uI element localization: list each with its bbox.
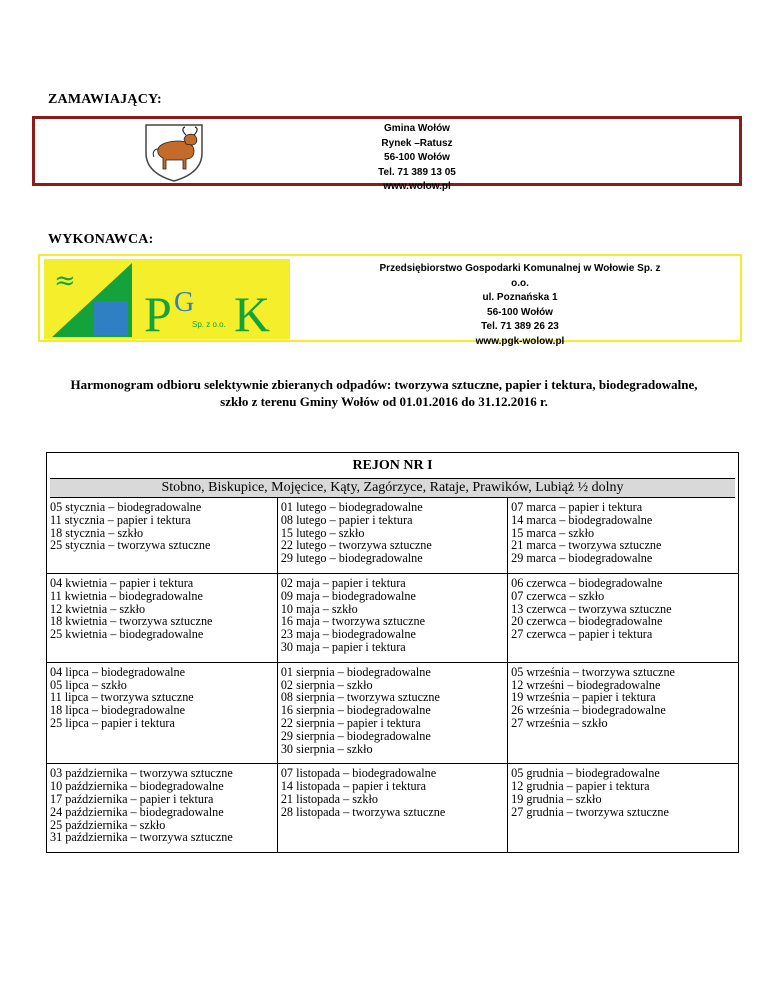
- table-row: [47, 662, 738, 764]
- collection-entry: 01 sierpnia – biodegradowalne: [280, 664, 431, 679]
- client-box: [32, 116, 742, 192]
- client-phone: Tel. 71 389 13 05: [378, 166, 456, 178]
- collection-entry: 21 marca – tworzywa sztuczne: [511, 538, 662, 553]
- region-title: REJON NR I: [352, 458, 433, 473]
- collection-entry: 19 września – papier i tektura: [511, 690, 656, 705]
- collection-entry: 24 października – biodegradowalne: [50, 804, 224, 819]
- contractor-website: www.pgk-wolow.pl: [475, 335, 565, 347]
- collection-entry: 06 czerwca – biodegradowalne: [511, 575, 663, 590]
- collection-entry: 12 wrześni – biodegradowalne: [511, 677, 661, 692]
- client-website: www.wolow.pl: [383, 181, 451, 192]
- contractor-box: [38, 254, 742, 347]
- collection-entry: 29 lutego – biodegradowalne: [280, 551, 423, 566]
- month-cell: [47, 764, 277, 852]
- pgk-logo: [44, 259, 290, 339]
- collection-entry: 19 grudnia – szkło: [511, 791, 602, 806]
- collection-entry: 25 października – szkło: [50, 817, 166, 832]
- logo-letter-k: K: [234, 286, 271, 339]
- month-cell: [508, 764, 738, 852]
- collection-entry: 18 stycznia – szkło: [50, 525, 144, 540]
- collection-entry: 16 sierpnia – biodegradowalne: [280, 703, 431, 718]
- collection-entry: 21 listopada – szkło: [280, 791, 378, 806]
- client-street: Rynek –Ratusz: [381, 137, 453, 149]
- collection-entry: 14 marca – biodegradowalne: [511, 512, 653, 527]
- collection-entry: 05 stycznia – biodegradowalne: [50, 500, 202, 514]
- collection-entry: 05 lipca – szkło: [50, 677, 127, 692]
- logo-letter-g: G: [174, 287, 195, 318]
- collection-entry: 25 kwietnia – biodegradowalne: [50, 627, 204, 642]
- collection-entry: 07 listopada – biodegradowalne: [280, 766, 437, 781]
- collection-entry: 25 stycznia – tworzywa sztuczne: [50, 538, 211, 553]
- collection-entry: 11 lipca – tworzywa sztuczne: [50, 690, 194, 705]
- collection-entry: 12 grudnia – papier i tektura: [511, 779, 650, 794]
- contractor-label: WYKONAWCA:: [48, 232, 154, 247]
- contractor-name: Przedsiębiorstwo Gospodarki Komunalnej w Wołowie Sp. z o.o.: [379, 263, 661, 289]
- region-villages: Stobno, Biskupice, Mojęcice, Kąty, Zagórzyce, Rataje, Prawików, Lubiąż ½ dolny: [50, 478, 735, 498]
- collection-entry: 26 września – biodegradowalne: [511, 703, 666, 718]
- collection-entry: 14 listopada – papier i tektura: [280, 779, 427, 794]
- month-cell: [47, 498, 277, 573]
- collection-entry: 30 maja – papier i tektura: [280, 639, 406, 654]
- collection-entry: 29 sierpnia – biodegradowalne: [280, 728, 431, 743]
- logo-wave: ≈: [54, 266, 76, 296]
- collection-entry: 10 maja – szkło: [280, 601, 358, 616]
- month-cell: [277, 764, 507, 852]
- collection-entry: 18 kwietnia – tworzywa sztuczne: [50, 614, 213, 629]
- logo-subtitle: Sp. z o.o.: [192, 320, 226, 329]
- collection-entry: 01 lutego – biodegradowalne: [280, 500, 423, 514]
- collection-entry: 08 lutego – papier i tektura: [280, 512, 413, 527]
- collection-entry: 05 września – tworzywa sztuczne: [511, 664, 675, 679]
- collection-entry: 23 maja – biodegradowalne: [280, 627, 416, 642]
- collection-entry: 17 października – papier i tektura: [50, 791, 214, 806]
- collection-entry: 04 kwietnia – papier i tektura: [50, 575, 194, 590]
- schedule-table: [46, 452, 739, 853]
- month-cell: [508, 498, 738, 573]
- table-row: [47, 764, 738, 852]
- collection-entry: 31 października – tworzywa sztuczne: [50, 830, 233, 845]
- collection-entry: 08 sierpnia – tworzywa sztuczne: [280, 690, 440, 705]
- collection-entry: 07 czerwca – szkło: [511, 588, 605, 603]
- collection-entry: 25 lipca – papier i tektura: [50, 715, 175, 730]
- table-row: [47, 498, 738, 573]
- collection-entry: 30 sierpnia – szkło: [280, 741, 373, 756]
- client-city: 56-100 Wołów: [384, 152, 450, 163]
- collection-entry: 02 maja – papier i tektura: [280, 575, 406, 590]
- collection-entry: 16 maja – tworzywa sztuczne: [280, 614, 425, 629]
- month-cell: [508, 662, 738, 764]
- collection-entry: 04 lipca – biodegradowalne: [50, 664, 186, 679]
- month-cell: [47, 573, 277, 662]
- contractor-street: ul. Poznańska 1: [482, 292, 558, 303]
- collection-entry: 22 sierpnia – papier i tektura: [280, 715, 421, 730]
- collection-entry: 05 grudnia – biodegradowalne: [511, 766, 660, 781]
- collection-entry: 15 marca – szkło: [511, 525, 595, 540]
- collection-entry: 27 grudnia – tworzywa sztuczne: [511, 804, 669, 819]
- collection-entry: 27 czerwca – papier i tektura: [511, 627, 653, 642]
- client-label: ZAMAWIAJĄCY:: [48, 92, 162, 107]
- contractor-address: [370, 262, 670, 349]
- schedule-headline: Harmonogram odbioru selektywnie zbieranych odpadów: tworzywa sztuczne, papier i tektura, biodegradowalne, szkło z terenu Gminy Wołów od 01.01.2016 do 31.12.2016 r.: [70, 377, 698, 409]
- collection-entry: 12 kwietnia – szkło: [50, 601, 146, 616]
- month-cell: [277, 498, 507, 573]
- collection-entry: 13 czerwca – tworzywa sztuczne: [511, 601, 672, 616]
- collection-entry: 27 września – szkło: [511, 715, 608, 730]
- month-cell: [508, 573, 738, 662]
- client-name: Gmina Wołów: [384, 123, 450, 134]
- table-row: [47, 573, 738, 662]
- logo-letter-p: P: [144, 286, 172, 339]
- month-cell: [277, 662, 507, 764]
- contractor-phone: Tel. 71 389 26 23: [481, 321, 559, 332]
- collection-entry: 18 lipca – biodegradowalne: [50, 703, 186, 718]
- collection-entry: 07 marca – papier i tektura: [511, 500, 643, 514]
- collection-entry: 09 maja – biodegradowalne: [280, 588, 416, 603]
- collection-entry: 15 lutego – szkło: [280, 525, 365, 540]
- contractor-city: 56-100 Wołów: [487, 306, 553, 318]
- collection-dates-grid: [47, 498, 738, 852]
- collection-entry: 11 stycznia – papier i tektura: [50, 512, 191, 527]
- month-cell: [47, 662, 277, 764]
- collection-entry: 10 października – biodegradowalne: [50, 779, 224, 794]
- collection-entry: 02 sierpnia – szkło: [280, 677, 373, 692]
- month-cell: [277, 573, 507, 662]
- collection-entry: 20 czerwca – biodegradowalne: [511, 614, 663, 629]
- client-address: [35, 122, 739, 195]
- collection-entry: 11 kwietnia – biodegradowalne: [50, 588, 203, 603]
- collection-entry: 29 marca – biodegradowalne: [511, 551, 653, 566]
- collection-entry: 03 października – tworzywa sztuczne: [50, 766, 233, 781]
- collection-entry: 28 listopada – tworzywa sztuczne: [280, 804, 446, 819]
- collection-entry: 22 lutego – tworzywa sztuczne: [280, 538, 432, 553]
